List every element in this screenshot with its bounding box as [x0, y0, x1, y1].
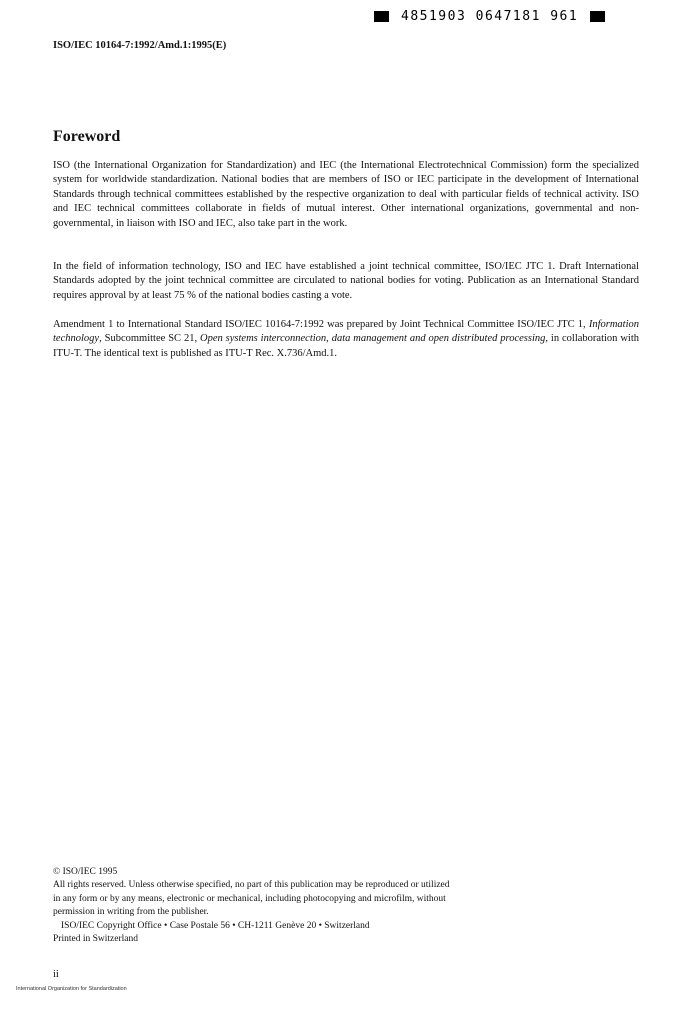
- paragraph-3-text-a: Amendment 1 to International Standard ISO/IEC 10164-7:1992 was prepared by Joint Technical Committee ISO/IEC JTC 1,: [53, 319, 589, 330]
- foreword-paragraph-3: [53, 318, 639, 361]
- foreword-paragraph-1: ISO (the International Organization for Standardization) and IEC (the International Electrotechnical Commission) form the specialized system for worldwide standardization. National bodies that are members of ISO or IEC participate in the development of International Standards through technical committees established by the respective organization to deal with particular fields of technical activity. ISO and IEC technical committees collaborate in fields of mutual interest. Other international organizations, governmental and non-governmental, in liaison with ISO and IEC, also take part in the work.: [53, 160, 639, 229]
- paragraph-3-italic-b: Open systems interconnection, data management and open distributed processing,: [200, 333, 549, 345]
- printed-in-text: Printed in Switzerland: [53, 934, 138, 945]
- page-title: Foreword: [53, 128, 121, 145]
- footer-organization: International Organization for Standardization: [16, 986, 127, 992]
- barcode-block-right: [590, 11, 605, 22]
- copyright-notice: [53, 866, 453, 946]
- barcode-strip: [374, 8, 605, 24]
- barcode-number: 4851903 0647181 961: [401, 8, 579, 24]
- rights-reserved-text: All rights reserved. Unless otherwise specified, no part of this publication may be reproduced or utilized in any form or by any means, electronic or mechanical, including photocopying and microfilm, without permission in writing from the publisher.: [53, 880, 450, 918]
- foreword-paragraph-2: In the field of information technology, ISO and IEC have established a joint technical committee, ISO/IEC JTC 1. Draft International Standards adopted by the joint technical committee are circulated to national bodies for voting. Publication as an International Standard requires approval by at least 75 % of the national bodies casting a vote.: [53, 261, 639, 301]
- copyright-office-address: ISO/IEC Copyright Office • Case Postale 56 • CH-1211 Genève 20 • Switzerland: [61, 920, 370, 931]
- document-identifier: ISO/IEC 10164-7:1992/Amd.1:1995(E): [53, 40, 227, 51]
- page-number: ii: [53, 969, 59, 980]
- paragraph-3-text-b: , Subcommittee SC 21,: [99, 333, 200, 345]
- paragraph-3-italic-a: Information technology: [53, 319, 639, 345]
- copyright-line: © ISO/IEC 1995: [53, 867, 118, 877]
- barcode-block-left: [374, 11, 389, 22]
- paragraph-3-text-c: in collaboration with ITU-T. The identical text is published as ITU-T Rec. X.736/Amd.1.: [53, 333, 640, 359]
